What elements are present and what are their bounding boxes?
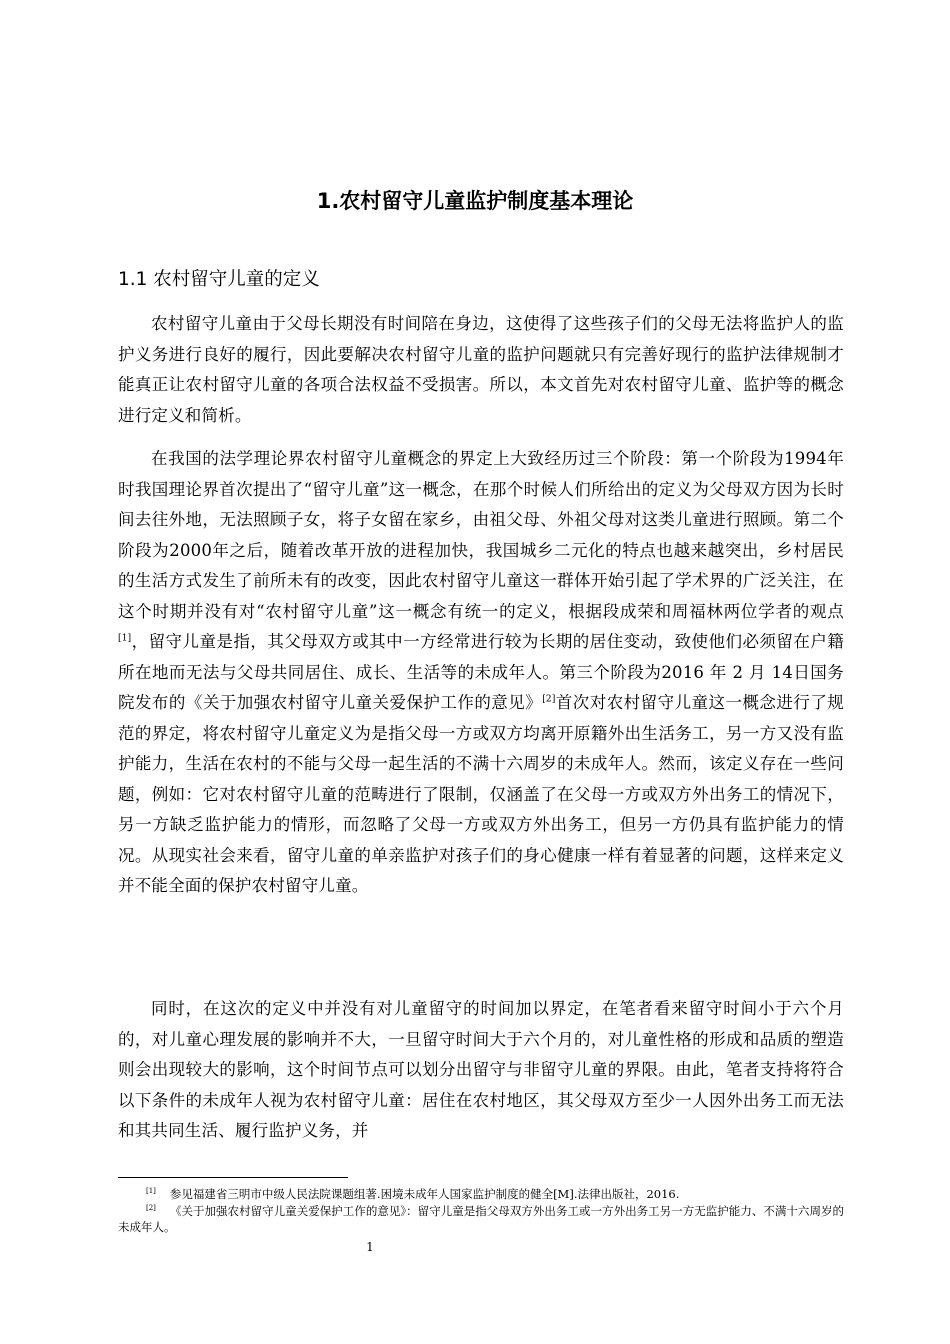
footnote-ref-1[interactable]: [1] [118, 633, 132, 644]
paragraph-2-part-a: 在我国的法学理论界农村留守儿童概念的界定上大致经历过三个阶段：第一个阶段为1994年时我国理论界首次提出了“留守儿童”这一概念，在那个时候人们所给出的定义为父母双方因为长时间去往外地，无法照顾子女，将子女留在家乡，由祖父母、外祖父母对这类儿童进行照顾。第二个阶段为2000年之后，随着改革开放的进程加快，我国城乡二元化的特点也越来越突出，乡村居民的生活方式发生了前所未有的改变，因此农村留守儿童这一群体开始引起了学术界的广泛关注，在这个时期并没有对“农村留守儿童”这一概念有统一的定义，根据段成荣和周福林两位学者的观点 [118, 449, 844, 621]
footnote-ref-2[interactable]: [2] [542, 694, 556, 705]
paragraph-2-part-c: 首次对农村留守儿童这一概念进行了规范的界定，将农村留守儿童定义为是指父母一方或双方均离开原籍外出生活务工，另一方又没有监护能力，生活在农村的不能与父母一起生活的不满十六周岁的未成年人。然而，该定义存在一些问题，例如：它对农村留守儿童的范畴进行了限制，仅涵盖了在父母一方或双方外出务工的情况下，另一方缺乏监护能力的情形，而忽略了父母一方或双方外出务工，但另一方仍具有监护能力的情况。从现实社会来看，留守儿童的单亲监护对孩子们的身心健康一样有着显著的问题，这样来定义并不能全面的保护农村留守儿童。 [118, 693, 844, 895]
page-number: 1 [366, 1240, 374, 1254]
chapter-title: 1.农村留守儿童监护制度基本理论 [316, 189, 634, 213]
footnote-divider [118, 1177, 348, 1178]
paragraph-2 [118, 444, 844, 902]
paragraph-2-part-b: ，留守儿童是指，其父母双方或其中一方经常进行较为长期的居住变动，致使他们必须留在户籍所在地而无法与父母共同居住、成长、生活等的未成年人。第三个阶段为2016 年 2 月 14日国务院发布的《关于加强农村留守儿童关爱保护工作的意见》 [118, 632, 844, 712]
section-title: 1.1 农村留守儿童的定义 [118, 269, 320, 290]
footnote-2-mark: [2] [146, 1204, 156, 1213]
paragraph-3: 同时，在这次的定义中并没有对儿童留守的时间加以界定，在笔者看来留守时间小于六个月的，对儿童心理发展的影响并不大，一旦留守时间大于六个月的，对儿童性格的形成和品质的塑造则会出现较大的影响，这个时间节点可以划分出留守与非留守儿童的界限。由此，笔者支持将符合以下条件的未成年人视为农村留守儿童：居住在农村地区，其父母双方至少一人因外出务工而无法和其共同生活、履行监护义务，并 [118, 999, 844, 1140]
footnote-2 [118, 1203, 844, 1235]
paragraph-1: 农村留守儿童由于父母长期没有时间陪在身边，这使得了这些孩子们的父母无法将监护人的监护义务进行良好的履行，因此要解决农村留守儿童的监护问题就只有完善好现行的监护法律规制才能真正让农村留守儿童的各项合法权益不受损害。所以，本文首先对农村留守儿童、监护等的概念进行定义和简析。 [118, 314, 844, 425]
footnote-2-text: 《关于加强农村留守儿童关爱保护工作的意见》：留守儿童是指父母双方外出务工或一方外出务工另一方无监护能力、不满十六周岁的未成年人。 [118, 1204, 844, 1234]
footnote-1-mark: [1] [146, 1187, 156, 1196]
footnote-1-text: 参见福建省三明市中级人民法院课题组著.困境未成年人国家监护制度的健全[M].法律出版社，2016. [169, 1187, 680, 1201]
footnote-1 [118, 1186, 844, 1202]
